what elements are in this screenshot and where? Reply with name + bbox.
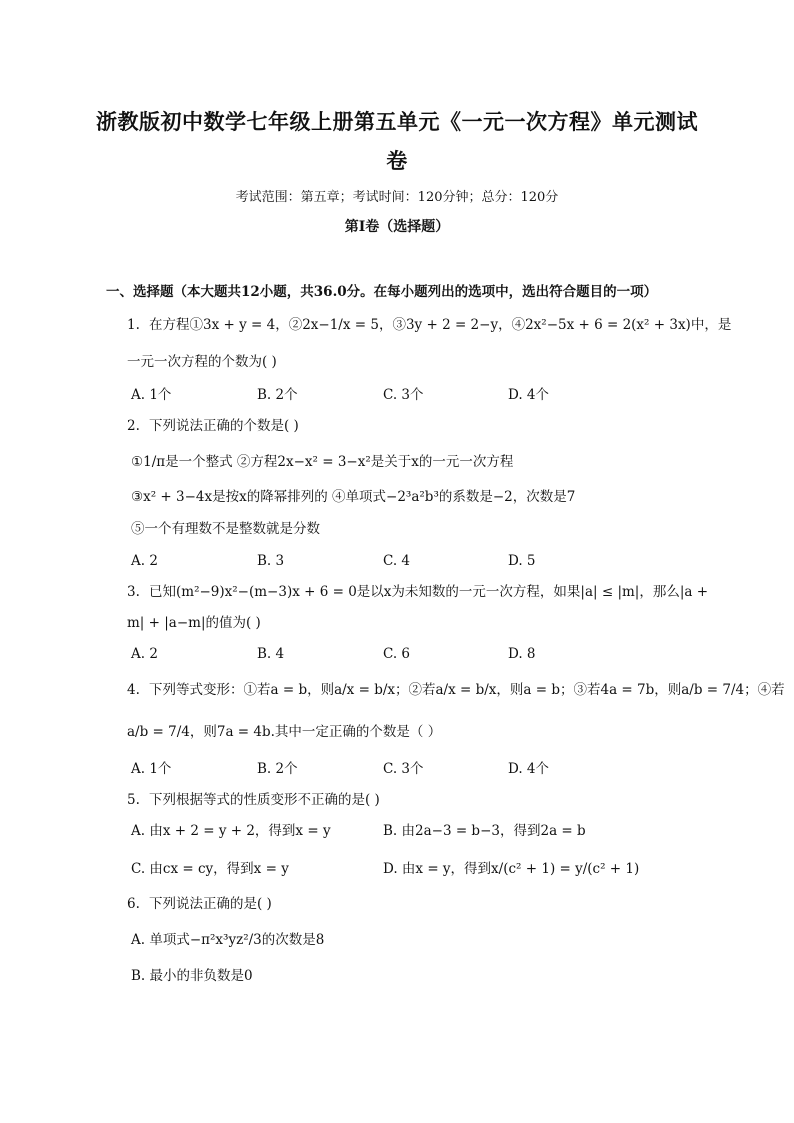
exam-info: 考试范围：第五章；考试时间：120分钟；总分：120分 — [235, 190, 559, 205]
q2-option-d[interactable]: D. 5 — [508, 553, 536, 569]
q4-option-d[interactable]: D. 4个 — [508, 761, 550, 777]
q1-number: 1. — [127, 317, 140, 333]
q2-option-a[interactable]: A. 2 — [131, 553, 158, 569]
q5-line1: 5. 下列根据等式的性质变形不正确的是( ) — [127, 792, 380, 808]
q2-number: 2. — [127, 418, 140, 434]
q4-option-a[interactable]: A. 1个 — [131, 761, 172, 777]
q3-number: 3. — [127, 584, 140, 600]
q2-line1: 2. 下列说法正确的个数是( ) — [127, 418, 299, 434]
q5-option-c[interactable]: C. 由cx = cy，得到x = y — [131, 861, 289, 877]
exam-title-line2: 卷 — [386, 149, 408, 173]
q1-option-b[interactable]: B. 2个 — [257, 387, 298, 403]
q6-option-b[interactable]: B. 最小的非负数是0 — [131, 968, 253, 984]
q6-option-a[interactable]: A. 单项式−π²x³yz²/3的次数是8 — [131, 932, 325, 948]
q2-line4: ⑤一个有理数不是整数就是分数 — [131, 521, 320, 537]
q2-option-c[interactable]: C. 4 — [383, 553, 411, 569]
volume-heading: 第I卷（选择题） — [344, 219, 450, 235]
q1-line1: 1. 在方程①3x + y = 4，②2x−1/x = 5，③3y + 2 = 2−y，④2x²−5x + 6 = 2(x² + 3x)中，是 — [127, 317, 732, 333]
q6-number: 6. — [127, 896, 140, 912]
section-heading: 一、选择题（本大题共12小题，共36.0分。在每小题列出的选项中，选出符合题目的一项） — [106, 284, 658, 300]
q4-line2: a/b = 7/4，则7a = 4b.其中一定正确的个数是（ ） — [127, 724, 442, 740]
q4-number: 4. — [127, 682, 140, 698]
q1-option-c[interactable]: C. 3个 — [383, 387, 424, 403]
q3-line2: m| + |a−m|的值为( ) — [127, 615, 261, 631]
q4-option-b[interactable]: B. 2个 — [257, 761, 298, 777]
q5-option-b[interactable]: B. 由2a−3 = b−3，得到2a = b — [383, 823, 586, 839]
q2-line3: ③x² + 3−4x是按x的降幂排列的 ④单项式−2³a²b³的系数是−2，次数是7 — [131, 489, 576, 505]
q1-option-d[interactable]: D. 4个 — [508, 387, 550, 403]
q3-line1: 3. 已知(m²−9)x²−(m−3)x + 6 = 0是以x为未知数的一元一次方程，如果|a| ≤ |m|，那么|a + — [127, 584, 709, 600]
q3-option-d[interactable]: D. 8 — [508, 646, 536, 662]
q2-line2: ①1/π是一个整式 ②方程2x−x² = 3−x²是关于x的一元一次方程 — [131, 454, 514, 470]
q1-option-a[interactable]: A. 1个 — [131, 387, 172, 403]
q5-option-a[interactable]: A. 由x + 2 = y + 2，得到x = y — [131, 823, 331, 839]
q5-option-d[interactable]: D. 由x = y，得到x/(c² + 1) = y/(c² + 1) — [383, 861, 640, 877]
q4-line1: 4. 下列等式变形：①若a = b，则a/x = b/x；②若a/x = b/x，则a = b；③若4a = 7b，则a/b = 7/4；④若 — [127, 682, 785, 698]
exam-title-line1: 浙教版初中数学七年级上册第五单元《一元一次方程》单元测试 — [96, 110, 698, 134]
q5-number: 5. — [127, 792, 140, 808]
q1-line2: 一元一次方程的个数为( ) — [127, 354, 277, 370]
q3-option-c[interactable]: C. 6 — [383, 646, 411, 662]
q3-option-b[interactable]: B. 4 — [257, 646, 285, 662]
q6-line1: 6. 下列说法正确的是( ) — [127, 896, 272, 912]
q2-option-b[interactable]: B. 3 — [257, 553, 285, 569]
q4-option-c[interactable]: C. 3个 — [383, 761, 424, 777]
q3-option-a[interactable]: A. 2 — [131, 646, 158, 662]
